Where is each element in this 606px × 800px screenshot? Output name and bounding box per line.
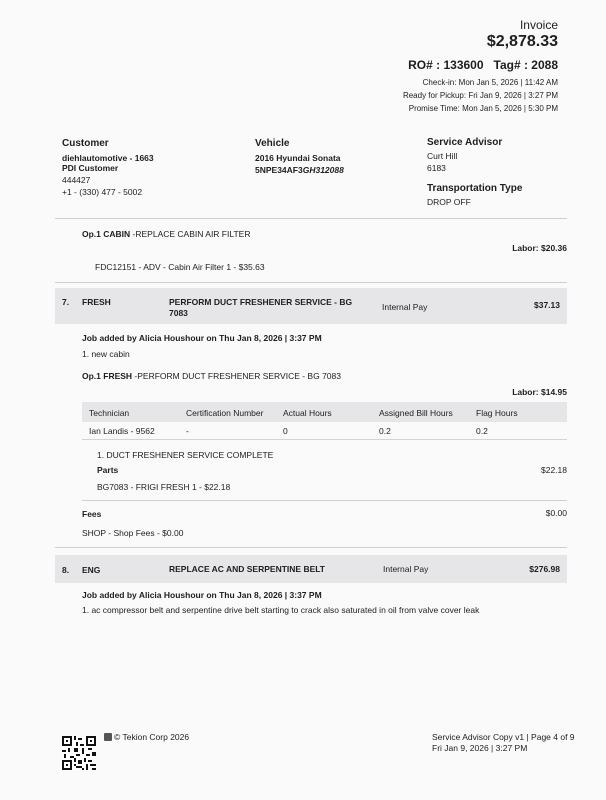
certification-number: - — [186, 426, 189, 436]
col-actual-hours: Actual Hours — [283, 408, 332, 418]
table-row — [82, 422, 567, 440]
tekion-logo-icon — [104, 733, 112, 741]
vehicle-vin — [255, 165, 344, 177]
vin-suffix: GH312088 — [302, 165, 344, 175]
op-fresh-desc: -PERFORM DUCT FRESHENER SERVICE - BG 7083 — [132, 371, 341, 381]
customer-id: 444427 — [62, 175, 91, 185]
actual-hours: 0 — [283, 426, 288, 436]
job-7-desc-line2: 7083 — [169, 308, 188, 318]
fee-line: SHOP - Shop Fees - $0.00 — [82, 528, 184, 538]
customer-name: diehlautomotive - 1663 — [62, 153, 154, 163]
service-advisor-name: Curt Hill — [427, 151, 458, 161]
duct-complete-note: 1. DUCT FRESHENER SERVICE COMPLETE — [97, 450, 274, 460]
vin-prefix: 5NPE34AF3 — [255, 165, 303, 175]
vehicle-title: Vehicle — [255, 138, 290, 149]
job-7-desc-line1: PERFORM DUCT FRESHENER SERVICE - BG — [169, 297, 353, 307]
customer-phone: +1 - (330) 477 - 5002 — [62, 187, 143, 197]
parts-label: Parts — [97, 465, 119, 475]
section-divider — [55, 547, 567, 548]
job-8-pay-type: Internal Pay — [383, 564, 429, 574]
transportation-title: Transportation Type — [427, 183, 523, 194]
promise-time: Promise Time: Mon Jan 5, 2026 | 5:30 PM — [408, 104, 558, 113]
transportation-value: DROP OFF — [427, 197, 471, 207]
job-8-header — [55, 555, 567, 583]
vehicle-model: 2016 Hyundai Sonata — [255, 153, 341, 163]
job-8-note: 1. ac compressor belt and serpentine drive belt starting to crack also saturated in oil from valve cover leak — [82, 605, 480, 615]
job-8-desc: REPLACE AC AND SERPENTINE BELT — [169, 564, 326, 574]
footer-printed-time: Fri Jan 9, 2026 | 3:27 PM — [432, 743, 528, 753]
op-fresh-code: Op.1 FRESH — [82, 371, 133, 381]
job-7-pay-type: Internal Pay — [382, 302, 428, 312]
job-7-note: 1. new cabin — [82, 349, 130, 359]
col-flag-hours: Flag Hours — [476, 408, 518, 418]
technician-name: Ian Landis - 9562 — [89, 426, 155, 436]
section-divider — [82, 500, 567, 501]
job-7-number: 7. — [62, 297, 70, 307]
job-8-number: 8. — [62, 565, 70, 575]
service-advisor-id: 6183 — [427, 163, 446, 173]
op-cabin-labor: Labor: $20.36 — [512, 243, 567, 253]
job-7-code: FRESH — [82, 297, 111, 307]
job-7-amount: $37.13 — [534, 300, 560, 310]
invoice-total: $2,878.33 — [486, 33, 558, 50]
col-assigned-bill-hours: Assigned Bill Hours — [379, 408, 453, 418]
col-technician: Technician — [89, 408, 130, 418]
technician-table-header — [82, 402, 567, 422]
section-divider — [55, 282, 567, 283]
job-7-header — [55, 288, 567, 324]
op-cabin-line — [82, 229, 250, 239]
check-in-time: Check-in: Mon Jan 5, 2026 | 11:42 AM — [422, 78, 558, 87]
footer-copyright: © Tekion Corp 2026 — [114, 732, 190, 742]
op-cabin-code: Op.1 CABIN — [82, 229, 131, 239]
op-fresh-labor: Labor: $14.95 — [512, 387, 567, 397]
invoice-label: Invoice — [519, 18, 558, 32]
fees-label: Fees — [82, 509, 102, 519]
col-certification-number: Certification Number — [186, 408, 264, 418]
service-advisor-title: Service Advisor — [427, 137, 503, 148]
flag-hours: 0.2 — [476, 426, 488, 436]
ready-for-pickup-time: Ready for Pickup: Fri Jan 9, 2026 | 3:27 PM — [402, 91, 558, 100]
op-fresh-line — [82, 371, 341, 381]
footer-copy-info: Service Advisor Copy v1 | Page 4 of 9 — [432, 732, 575, 742]
op-cabin-desc: -REPLACE CABIN AIR FILTER — [130, 229, 251, 239]
job-8-added-by: Job added by Alicia Houshour on Thu Jan 8, 2026 | 3:37 PM — [82, 590, 322, 600]
customer-title: Customer — [62, 138, 109, 149]
job-8-code: ENG — [82, 565, 101, 575]
op-cabin-part: FDC12151 - ADV - Cabin Air Filter 1 - $35.63 — [95, 262, 265, 272]
customer-type: PDI Customer — [62, 163, 119, 173]
job-8-amount: $276.98 — [529, 564, 560, 574]
fees-amount: $0.00 — [545, 508, 567, 518]
parts-amount: $22.18 — [541, 465, 567, 475]
part-line: BG7083 - FRIGI FRESH 1 - $22.18 — [97, 482, 231, 492]
ro-tag-line: RO# : 133600 Tag# : 2088 — [408, 58, 558, 72]
assigned-bill-hours: 0.2 — [379, 426, 391, 436]
section-divider — [55, 218, 567, 219]
job-7-added-by: Job added by Alicia Houshour on Thu Jan 8, 2026 | 3:37 PM — [82, 333, 322, 343]
qr-code-icon — [62, 736, 96, 770]
